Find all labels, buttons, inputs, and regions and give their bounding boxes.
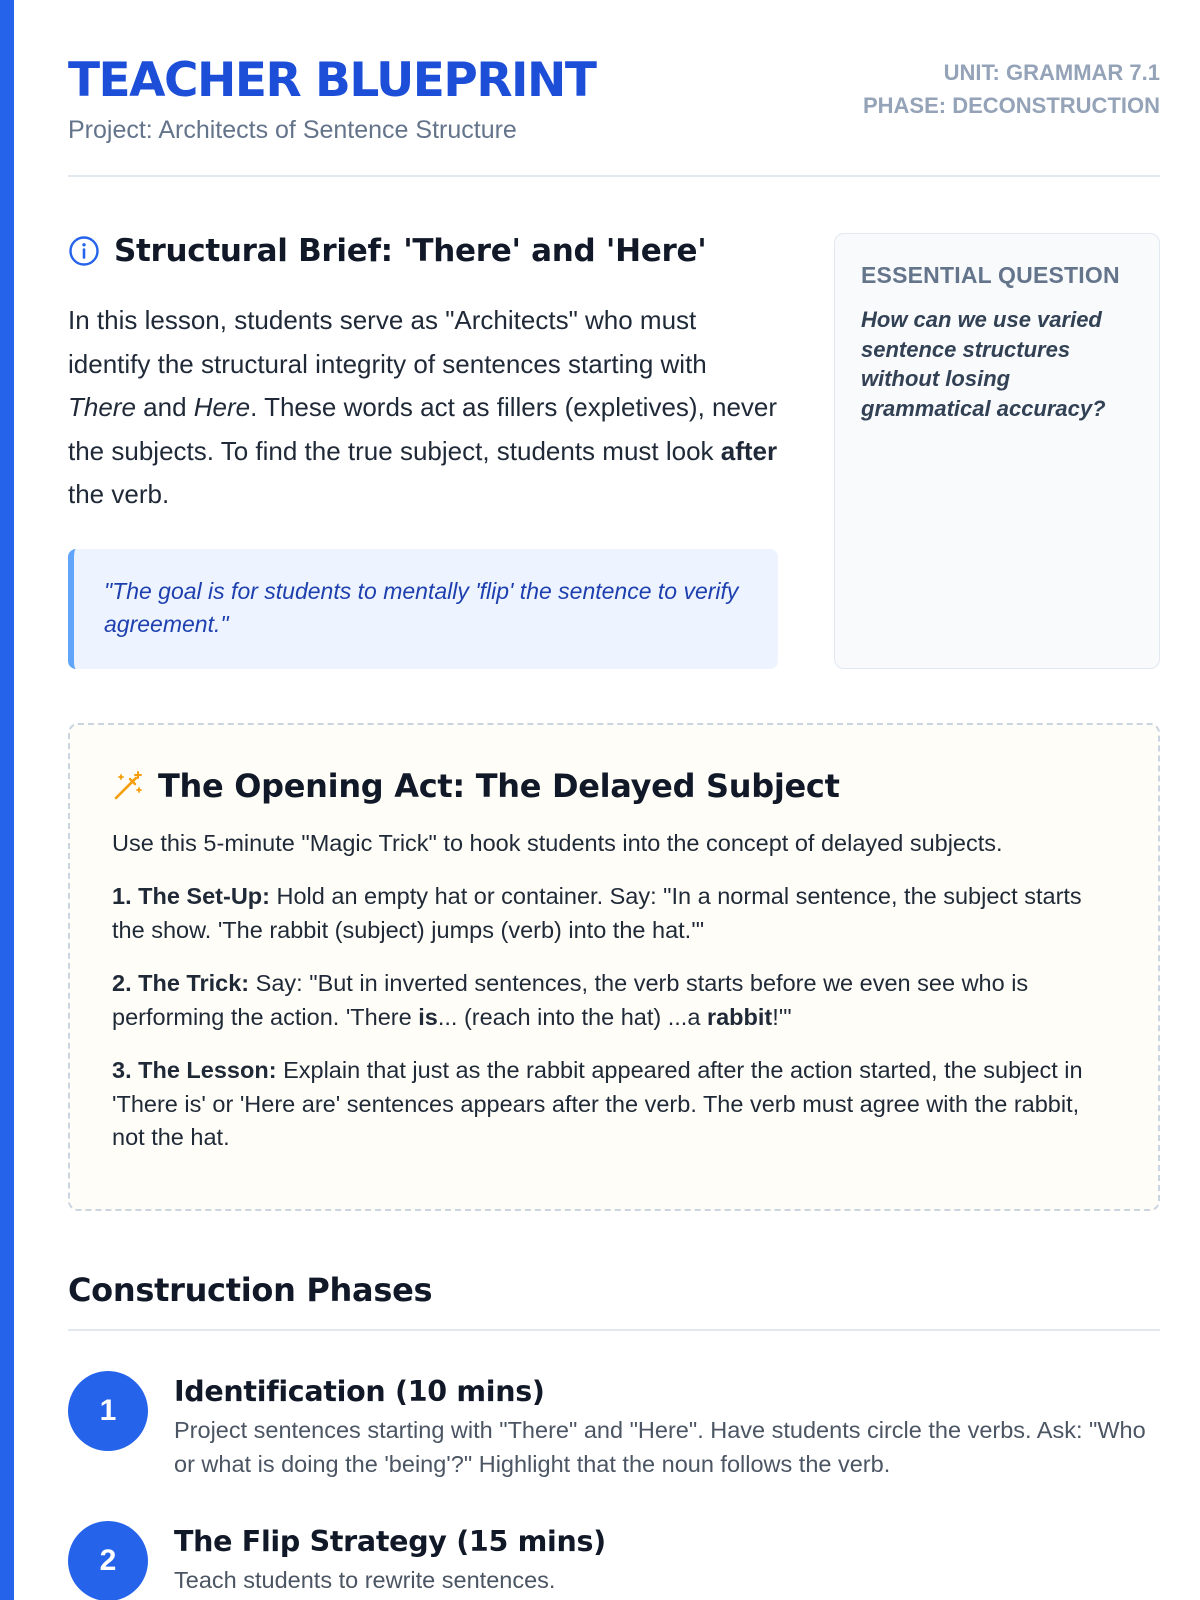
brief-text-part: and	[135, 392, 194, 423]
phase-item	[68, 1371, 1160, 1481]
phase-label: PHASE: DECONSTRUCTION	[862, 93, 1160, 118]
brief-term-here: Here	[193, 392, 251, 423]
phase-body	[174, 1371, 1160, 1481]
step-label: 1. The Set-Up:	[112, 883, 270, 910]
step-lesson	[112, 1054, 1116, 1155]
brief-emphasis-after: after	[720, 435, 778, 466]
phases-title: Construction Phases	[68, 1271, 1160, 1331]
page-header	[68, 0, 1160, 177]
phase-title: The Flip Strategy (15 mins)	[174, 1525, 606, 1559]
phase-number-badge: 2	[68, 1521, 148, 1600]
step-text: Explain that just as the rabbit appeared after the action started, the subject in 'There is' or 'Here are' sentences appears after the verb. The verb must agree with the rabbit, not the hat.	[112, 1057, 1083, 1151]
phase-description: Teach students to rewrite sentences.	[174, 1567, 556, 1594]
brief-heading	[68, 233, 778, 269]
step-text: Hold an empty hat or container. Say: "In a normal sentence, the subject starts the show. 'The rabbit (subject) jumps (verb) into the hat.'"	[112, 883, 1082, 943]
step-trick	[112, 967, 1116, 1034]
brief-title: Structural Brief: 'There' and 'Here'	[114, 233, 707, 270]
opening-title: The Opening Act: The Delayed Subject	[158, 767, 840, 806]
step-text: ... (reach into the hat) ...a	[437, 1003, 707, 1030]
essential-question-card	[834, 233, 1160, 669]
opening-heading	[112, 767, 1116, 805]
construction-phases-section	[68, 1271, 1160, 1600]
title-block	[68, 54, 595, 145]
magic-wand-icon	[112, 770, 144, 802]
accent-bar	[0, 0, 14, 1600]
brief-main	[68, 233, 778, 669]
brief-paragraph	[68, 299, 778, 517]
teacher-blueprint-page	[68, 0, 1160, 1600]
phase-title: Identification (10 mins)	[174, 1375, 545, 1409]
project-subtitle: Project: Architects of Sentence Structure	[68, 116, 517, 145]
brief-text-part: . These words act as fillers (expletives), never the subjects. To find the true subject, students must look	[68, 392, 778, 466]
step-text: !'"	[772, 1003, 792, 1030]
page-title: TEACHER BLUEPRINT	[68, 53, 596, 108]
structural-brief-section	[68, 233, 1160, 669]
opening-intro: Use this 5-minute "Magic Trick" to hook students into the concept of delayed subjects.	[112, 830, 1003, 857]
brief-text-part: the verb.	[68, 479, 170, 510]
step-label: 2. The Trick:	[112, 970, 250, 997]
step-setup	[112, 880, 1116, 947]
step-text: Say: "But in inverted sentences, the verb starts before we even see who is performing the action. 'There	[112, 970, 1029, 1030]
step-emphasis-is: is	[418, 1003, 438, 1030]
opening-act-card	[68, 723, 1160, 1211]
goal-quote: "The goal is for students to mentally 'flip' the sentence to verify agreement."	[68, 549, 778, 669]
brief-term-there: There	[68, 392, 136, 423]
phase-body	[174, 1521, 1160, 1600]
unit-meta	[863, 54, 1160, 122]
step-emphasis-rabbit: rabbit	[706, 1003, 773, 1030]
brief-text-part: In this lesson, students serve as "Architects" who must identify the structural integrity of sentences starting with	[68, 305, 707, 379]
phase-number-badge: 1	[68, 1371, 148, 1451]
essential-question-text: How can we use varied sentence structures without losing grammatical accuracy?	[861, 307, 1106, 421]
phase-item	[68, 1521, 1160, 1600]
step-label: 3. The Lesson:	[112, 1057, 277, 1084]
essential-question-label: ESSENTIAL QUESTION	[861, 262, 1120, 289]
info-circle-icon	[68, 235, 100, 267]
phase-description: Project sentences starting with "There" and "Here". Have students circle the verbs. Ask: "Who or what is doing the 'being'?" Highlight that the noun follows the verb.	[174, 1417, 1146, 1477]
unit-label: UNIT: GRAMMAR 7.1	[943, 60, 1160, 85]
